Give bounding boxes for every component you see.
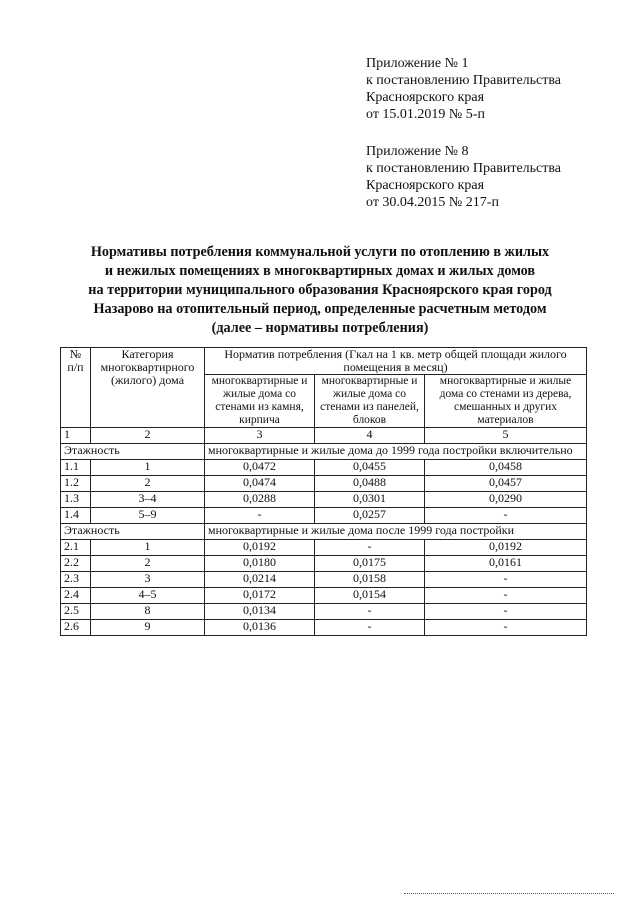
annex-8-date: от 30.04.2015 № 217-п: [366, 195, 499, 210]
header-panel-walls: многоквартирные и жилые дома со стенами из панелей, блоков: [315, 375, 425, 428]
table-row: [61, 540, 587, 556]
floors-cell: 3–4: [91, 492, 205, 508]
floors-cell: 2: [91, 476, 205, 492]
title-line: (далее – нормативы потребления): [211, 320, 429, 336]
panel-value: 0,0175: [315, 556, 425, 572]
col-number: 1: [61, 428, 91, 444]
wood-value: 0,0192: [425, 540, 587, 556]
stone-value: 0,0180: [205, 556, 315, 572]
table-row: [61, 492, 587, 508]
section-row: [61, 444, 587, 460]
column-numbers-row: [61, 428, 587, 444]
stone-value: 0,0288: [205, 492, 315, 508]
floors-cell: 2: [91, 556, 205, 572]
row-number: 2.4: [61, 588, 91, 604]
panel-value: 0,0301: [315, 492, 425, 508]
section-description: многоквартирные и жилые дома после 1999 года постройки: [205, 524, 587, 540]
annex-1-title: Приложение № 1: [366, 56, 469, 71]
annex-8-title: Приложение № 8: [366, 144, 469, 159]
header-wood-walls: многоквартирные и жилые дома со стенами из дерева, смешанных и других материалов: [425, 375, 587, 428]
row-number: 1.2: [61, 476, 91, 492]
panel-value: -: [315, 604, 425, 620]
panel-value: 0,0257: [315, 508, 425, 524]
table-row: [61, 556, 587, 572]
floors-cell: 4–5: [91, 588, 205, 604]
panel-value: 0,0154: [315, 588, 425, 604]
title-line: и нежилых помещениях в многоквартирных домах и жилых домов: [104, 263, 536, 279]
header-num: № п/п: [61, 348, 91, 428]
header-category: Категория многоквартирного (жилого) дома: [91, 348, 205, 428]
col-number: 3: [205, 428, 315, 444]
table-row: [61, 460, 587, 476]
row-number: 2.2: [61, 556, 91, 572]
stone-value: 0,0472: [205, 460, 315, 476]
annex-1-authority: Красноярского края: [366, 90, 485, 105]
row-number: 2.3: [61, 572, 91, 588]
consumption-norms-table: [60, 347, 587, 636]
annex-8-ref: к постановлению Правительства: [366, 161, 562, 176]
col-number: 2: [91, 428, 205, 444]
wood-value: -: [425, 572, 587, 588]
wood-value: 0,0161: [425, 556, 587, 572]
row-number: 2.6: [61, 620, 91, 636]
wood-value: -: [425, 620, 587, 636]
stone-value: 0,0474: [205, 476, 315, 492]
stone-value: 0,0136: [205, 620, 315, 636]
table-row: [61, 508, 587, 524]
wood-value: 0,0458: [425, 460, 587, 476]
floors-cell: 1: [91, 460, 205, 476]
row-number: 1.4: [61, 508, 91, 524]
section-description: многоквартирные и жилые дома до 1999 года постройки включительно: [205, 444, 587, 460]
section-label: Этажность: [61, 524, 205, 540]
footer-dotted-line: [404, 893, 614, 894]
row-number: 2.5: [61, 604, 91, 620]
table-row: [61, 620, 587, 636]
annex-1-date: от 15.01.2019 № 5-п: [366, 107, 485, 122]
row-number: 2.1: [61, 540, 91, 556]
annex-8-authority: Красноярского края: [366, 178, 485, 193]
table-row: [61, 604, 587, 620]
floors-cell: 9: [91, 620, 205, 636]
table-row: [61, 572, 587, 588]
row-number: 1.3: [61, 492, 91, 508]
table-row: [61, 476, 587, 492]
panel-value: 0,0455: [315, 460, 425, 476]
wood-value: -: [425, 604, 587, 620]
header-norm-group: Норматив потребления (Гкал на 1 кв. метр общей площади жилого помещения в месяц): [205, 348, 587, 375]
floors-cell: 5–9: [91, 508, 205, 524]
header-stone-walls: многоквартирные и жилые дома со стенами из камня, кирпича: [205, 375, 315, 428]
row-number: 1.1: [61, 460, 91, 476]
document-title: [40, 243, 600, 338]
table-header-row: [61, 348, 587, 375]
annex-1-ref: к постановлению Правительства: [366, 73, 562, 88]
wood-value: -: [425, 588, 587, 604]
panel-value: -: [315, 540, 425, 556]
title-line: Нормативы потребления коммунальной услуги по отоплению в жилых: [90, 244, 550, 260]
panel-value: 0,0488: [315, 476, 425, 492]
wood-value: -: [425, 508, 587, 524]
section-row: [61, 524, 587, 540]
stone-value: 0,0134: [205, 604, 315, 620]
section-label: Этажность: [61, 444, 205, 460]
stone-value: 0,0214: [205, 572, 315, 588]
stone-value: 0,0172: [205, 588, 315, 604]
wood-value: 0,0290: [425, 492, 587, 508]
table-row: [61, 588, 587, 604]
floors-cell: 8: [91, 604, 205, 620]
panel-value: -: [315, 620, 425, 636]
wood-value: 0,0457: [425, 476, 587, 492]
annex-8-block: [366, 143, 561, 211]
col-number: 4: [315, 428, 425, 444]
stone-value: -: [205, 508, 315, 524]
title-line: Назарово на отопительный период, определенные расчетным методом: [93, 301, 547, 317]
stone-value: 0,0192: [205, 540, 315, 556]
col-number: 5: [425, 428, 587, 444]
panel-value: 0,0158: [315, 572, 425, 588]
floors-cell: 3: [91, 572, 205, 588]
annex-1-block: [366, 55, 561, 123]
title-line: на территории муниципального образования Красноярского края город: [88, 282, 552, 298]
floors-cell: 1: [91, 540, 205, 556]
